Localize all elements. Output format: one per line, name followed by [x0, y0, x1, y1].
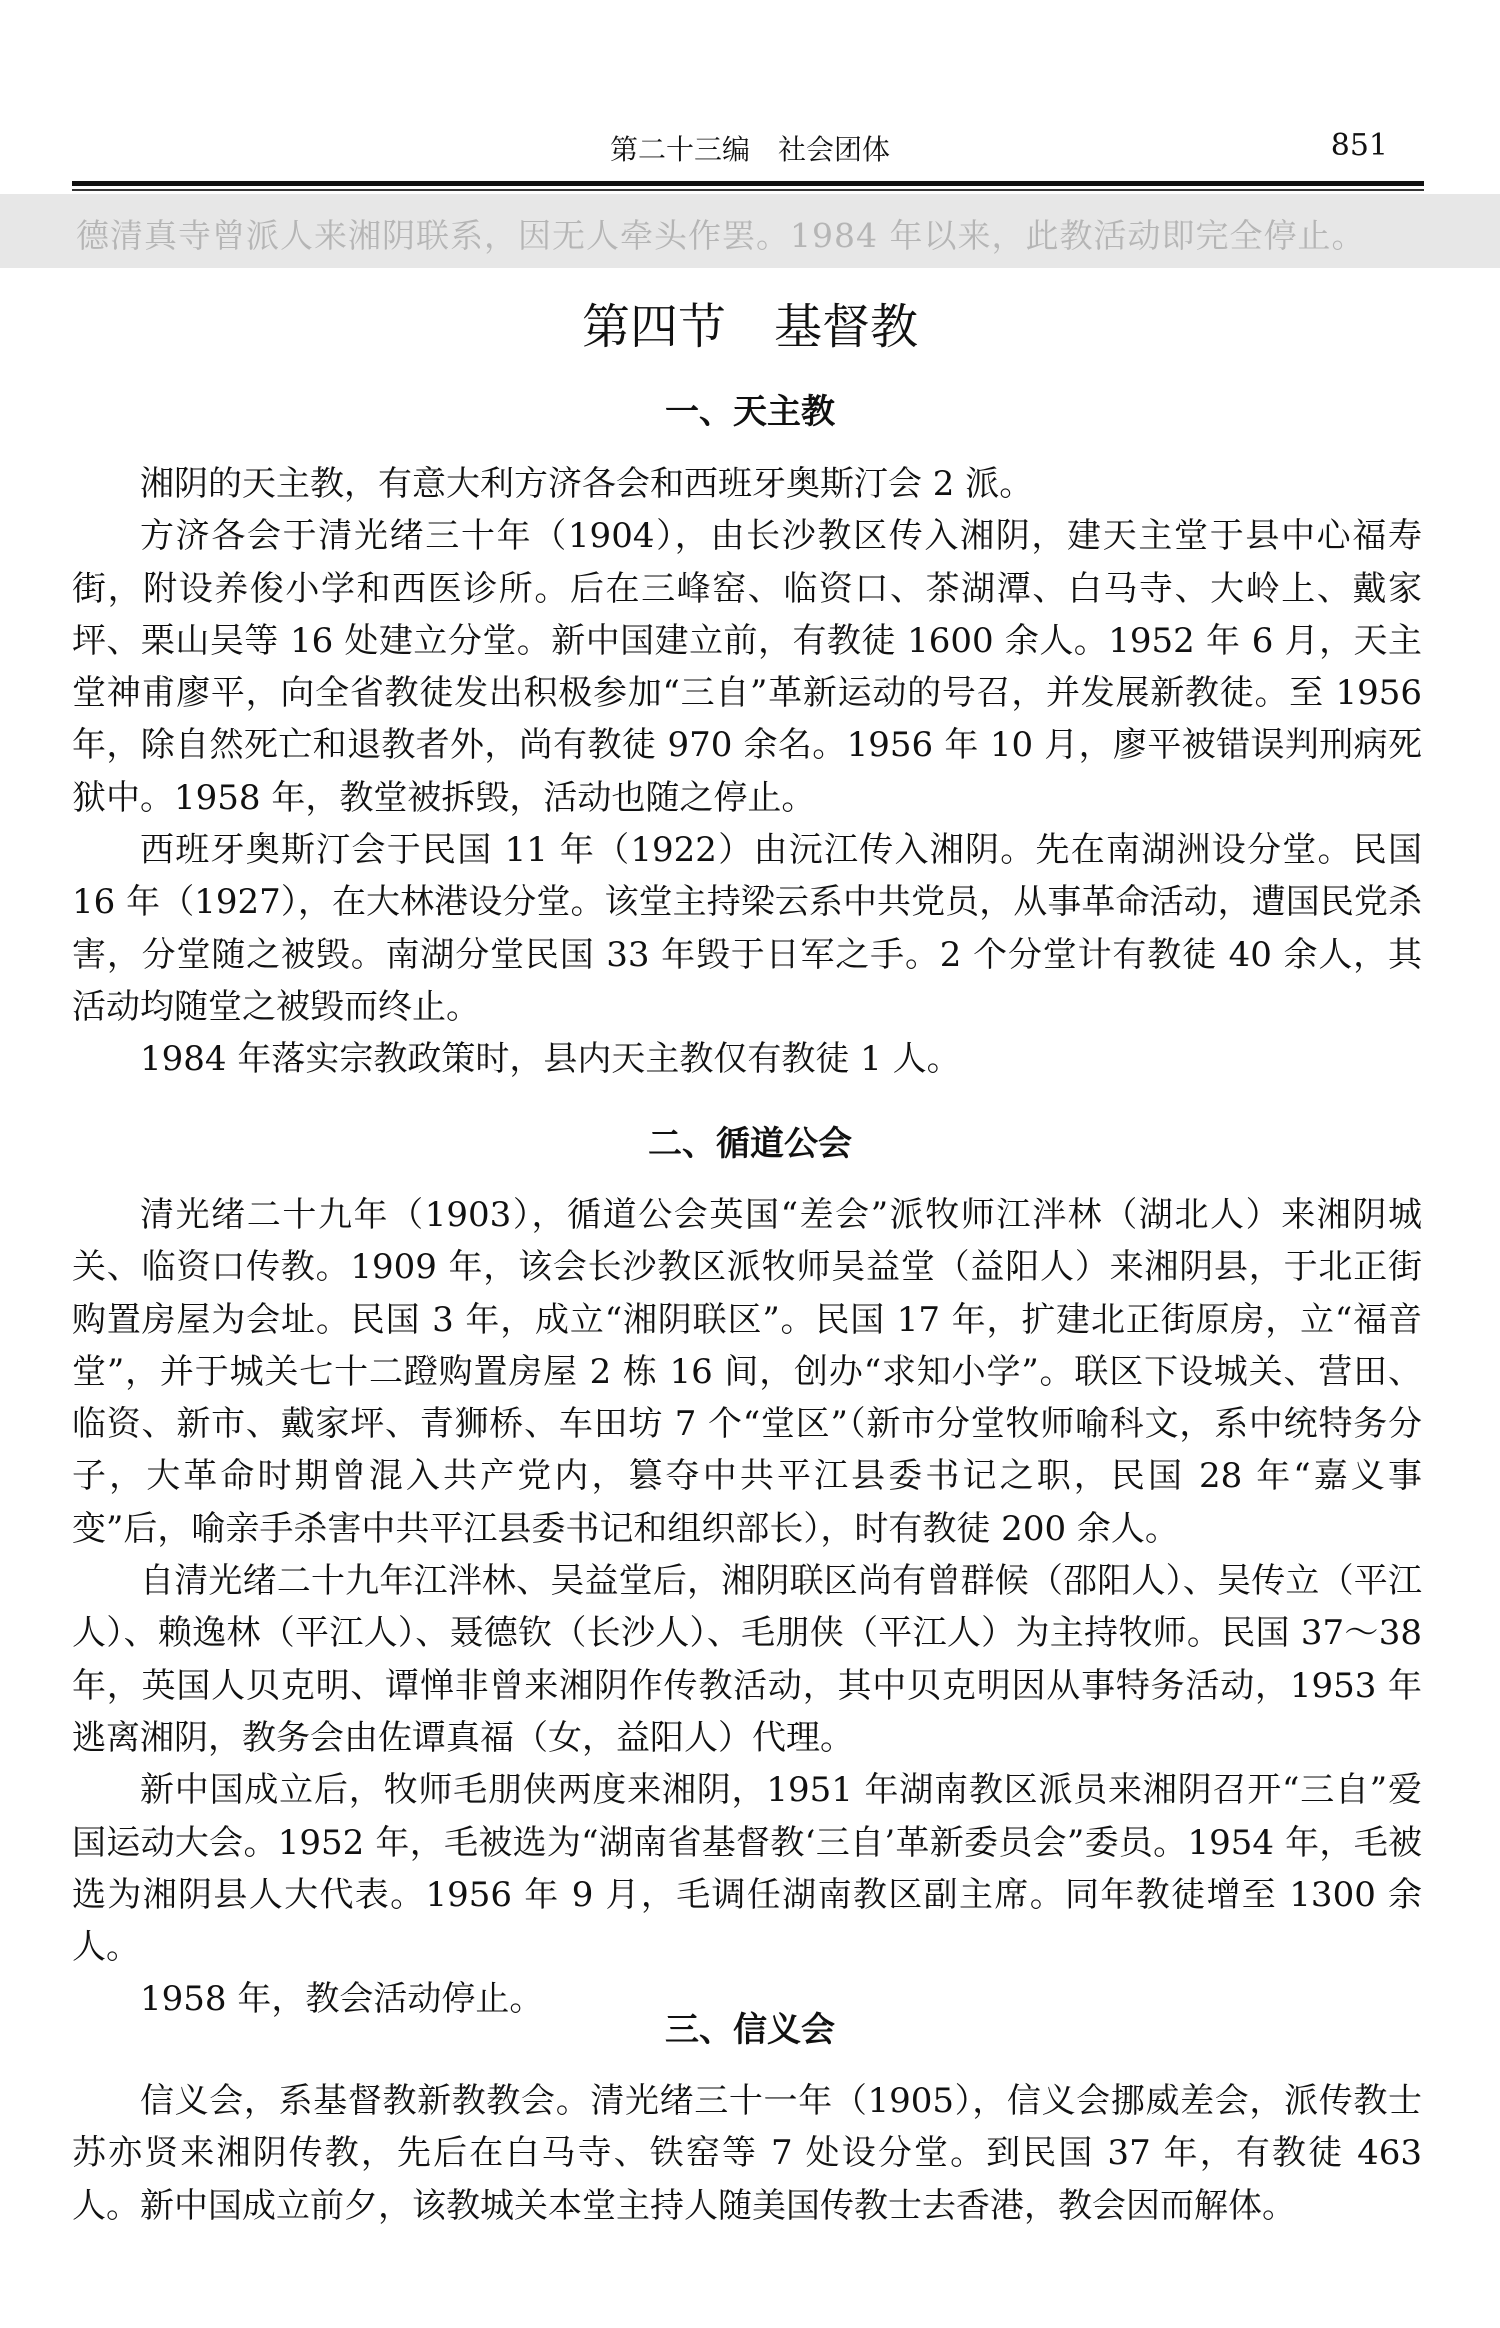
paragraph: 清光绪二十九年（1903），循道公会英国“差会”派牧师江泮林（湖北人）来湘阴城关、临资口传教。1909 年，该会长沙教区派牧师吴益堂（益阳人）来湘阴县，于北正街购置房屋为会址。民国 3 年，成立“湘阴联区”。民国 17 年，扩建北正街原房，立“福音堂”，并于城关七十二蹬购置房屋 2 栋 16 间，创办“求知小学”。联区下设城关、营田、临资、新市、戴家坪、青狮桥、车田坊 7 个“堂区”（新市分堂牧师喻科文，系中统特务分子，大革命时期曾混入共产党内，篡夺中共平江县委书记之职，民国 28 年“嘉义事变”后，喻亲手杀害中共平江县委书记和组织部长），时有教徒 200 余人。	[72, 1195, 1422, 1549]
paragraph: 西班牙奥斯汀会于民国 11 年（1922）由沅江传入湘阴。先在南湖洲设分堂。民国 16 年（1927），在大林港设分堂。该堂主持梁云系中共党员，从事革命活动，遭国民党杀害，分堂随之被毁。南湖分堂民国 33 年毁于日军之手。2 个分堂计有教徒 40 余人，其活动均随堂之被毁而终止。	[72, 830, 1422, 1027]
section-title: 第四节 基督教	[581, 299, 918, 355]
previous-text: 德清真寺曾派人来湘阴联系，因无人牵头作罢。1984 年以来，此教活动即完全停止。	[76, 216, 1366, 255]
subsection-heading-catholic: 一、天主教	[665, 392, 835, 432]
subsection-heading-methodist: 二、循道公会	[648, 1124, 852, 1164]
subsection-body-methodist	[72, 1189, 1422, 2026]
subsection-heading-lutheran: 三、信义会	[665, 2010, 835, 2050]
paragraph: 湘阴的天主教，有意大利方济各会和西班牙奥斯汀会 2 派。	[140, 464, 1034, 504]
subsection-body-catholic	[72, 458, 1422, 1086]
header-rule-thin	[72, 189, 1424, 191]
paragraph: 新中国成立后，牧师毛朋侠两度来湘阴，1951 年湖南教区派员来湘阴召开“三自”爱国运动大会。1952 年，毛被选为“湖南省基督教‘三自’革新委员会”委员。1954 年，毛被选为湘阴县人大代表。1956 年 9 月，毛调任湖南教区副主席。同年教徒增至 1300 余人。	[72, 1770, 1422, 1968]
page-number: 851	[1330, 128, 1388, 163]
paragraph: 自清光绪二十九年江泮林、吴益堂后，湘阴联区尚有曾群候（邵阳人）、吴传立（平江人）、赖逸林（平江人）、聂德钦（长沙人）、毛朋侠（平江人）为主持牧师。民国 37～38 年，英国人贝克明、谭惮非曾来湘阴作传教活动，其中贝克明因从事特务活动，1953 年逃离湘阴，教务会由佐谭真福（女，益阳人）代理。	[72, 1561, 1422, 1758]
paragraph: 方济各会于清光绪三十年（1904），由长沙教区传入湘阴，建天主堂于县中心福寿街，附设养俊小学和西医诊所。后在三峰窑、临资口、茶湖潭、白马寺、大岭上、戴家坪、栗山吴等 16 处建立分堂。新中国建立前，有教徒 1600 余人。1952 年 6 月，天主堂神甫廖平，向全省教徒发出积极参加“三自”革新运动的号召，并发展新教徒。至 1956 年，除自然死亡和退教者外，尚有教徒 970 余名。1956 年 10 月，廖平被错误判刑病死狱中。1958 年，教堂被拆毁，活动也随之停止。	[72, 516, 1422, 818]
paragraph: 信义会，系基督教新教教会。清光绪三十一年（1905），信义会挪威差会，派传教士苏亦贤来湘阴传教，先后在白马寺、铁窑等 7 处设分堂。到民国 37 年，有教徒 463 人。新中国成立前夕，该教城关本堂主持人随美国传教士去香港，教会因而解体。	[72, 2081, 1422, 2226]
paragraph: 1958 年，教会活动停止。	[140, 1979, 544, 2020]
header-rule	[72, 181, 1424, 186]
paragraph: 1984 年落实宗教政策时，县内天主教仅有教徒 1 人。	[140, 1039, 961, 1080]
running-title: 第二十三编 社会团体	[609, 133, 890, 166]
subsection-body-lutheran	[72, 2075, 1422, 2232]
